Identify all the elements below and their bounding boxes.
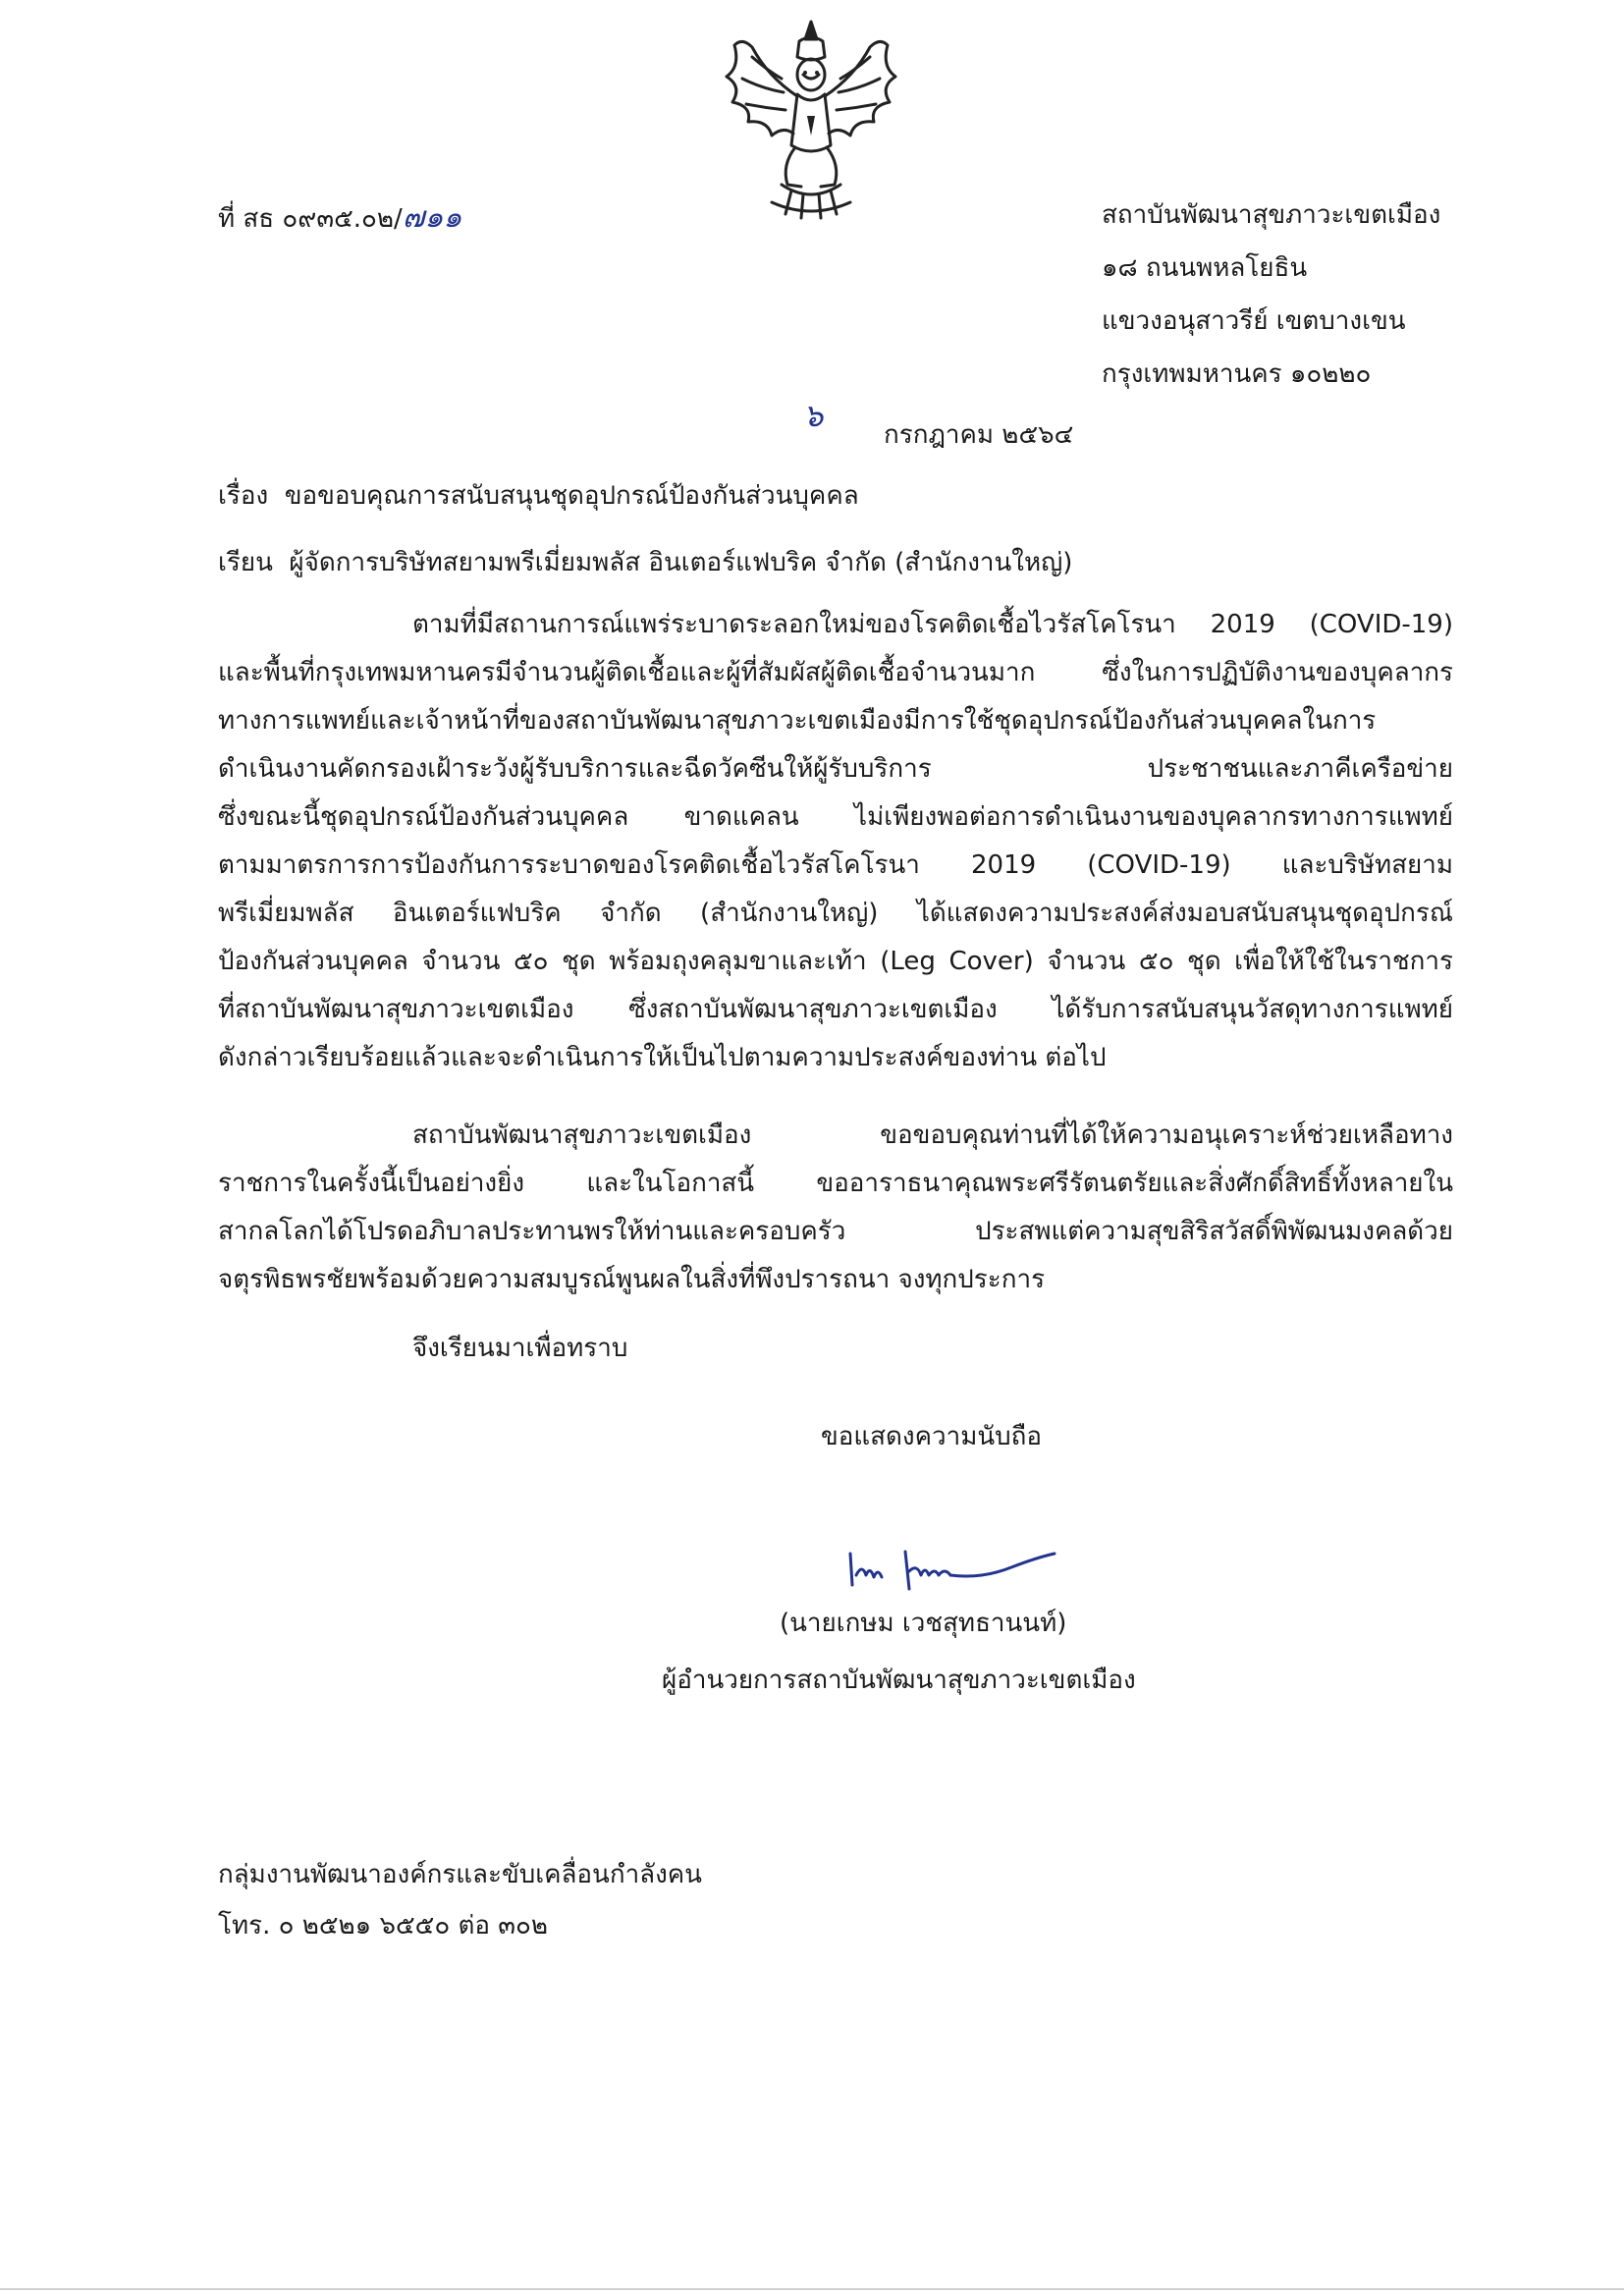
addressee-text: ผู้จัดการบริษัทสยามพรีเมี่ยมพลัส อินเตอร์แฟบริค จำกัด (สำนักงานใหญ่) (289, 548, 1073, 577)
phone-number: โทร. ๐ ๒๕๒๑ ๖๕๕๐ ต่อ ๓๐๒ (218, 1911, 548, 1941)
paragraph-1-line: ป้องกันส่วนบุคคล จำนวน ๕๐ ชุด พร้อมถุงคลุมขาและเท้า (Leg Cover) จำนวน ๕๐ ชุด เพื่อให้ใช้ในราชการ (218, 947, 1453, 976)
date-month-year: กรกฎาคม ๒๕๖๔ (884, 420, 1074, 450)
paragraph-1-line: ทางการแพทย์และเจ้าหน้าที่ของสถาบันพัฒนาสุขภาวะเขตเมืองมีการใช้ชุดอุปกรณ์ป้องกันส่วนบุคคลในการ (218, 706, 1377, 736)
paragraph-2-line: ราชการในครั้งนี้เป็นอย่างยิ่ง และในโอกาสนี้ ขออาราธนาคุณพระศรีรัตนตรัยและสิ่งศักดิ์สิทธิ์ทั้งหลายใน (218, 1169, 1453, 1198)
department-name: กลุ่มงานพัฒนาองค์กรและขับเคลื่อนกำลังคน (218, 1860, 702, 1889)
body-paragraph-2 (218, 1112, 1453, 1304)
signer-name: (นายเกษม เวชสุทธานนท์) (780, 1609, 1067, 1638)
regards-text: ขอแสดงความนับถือ (821, 1422, 1042, 1451)
sender-address-line-3: แขวงอนุสาวรีย์ เขตบางเขน (1102, 306, 1406, 336)
reference-label: ที่ สธ ๐๙๓๕.๐๒/ (218, 204, 403, 234)
paragraph-1-line: ดังกล่าวเรียบร้อยแล้วและจะดำเนินการให้เป็นไปตามความประสงค์ของท่าน ต่อไป (218, 1043, 1107, 1072)
reference-handwritten-number: ๗๑๑ (402, 200, 462, 235)
date-day-handwritten: ๖ (803, 397, 824, 434)
paragraph-2-line: สถาบันพัฒนาสุขภาวะเขตเมือง ขอขอบคุณท่านที่ได้ให้ความอนุเคราะห์ช่วยเหลือทาง (412, 1121, 1453, 1150)
addressee-label: เรียน (218, 548, 273, 577)
sender-address-line-4: กรุงเทพมหานคร ๑๐๒๒๐ (1102, 359, 1372, 389)
page-edge-line (0, 2288, 1624, 2290)
subject-label: เรื่อง (218, 481, 269, 511)
closing-text: จึงเรียนมาเพื่อทราบ (412, 1334, 628, 1363)
sender-address-line-2: ๑๘ ถนนพหลโยธิน (1102, 253, 1308, 283)
paragraph-2-line: จตุรพิธพรชัยพร้อมด้วยความสมบูรณ์พูนผลในสิ่งที่พึงปรารถนา จงทุกประการ (218, 1265, 1046, 1294)
paragraph-1-line: ดำเนินงานคัดกรองเฝ้าระวังผู้รับบริการและฉีดวัคซีนให้ผู้รับบริการ ประชาชนและภาคีเครือข่าย (218, 754, 1453, 784)
body-paragraph-1 (218, 601, 1453, 1082)
paragraph-1-line: ที่สถาบันพัฒนาสุขภาวะเขตเมือง ซึ่งสถาบันพัฒนาสุขภาวะเขตเมือง ได้รับการสนับสนุนวัสดุทางการแพทย์ (218, 995, 1453, 1024)
paragraph-1-line: พรีเมี่ยมพลัส อินเตอร์แฟบริค จำกัด (สำนักงานใหญ่) ได้แสดงความประสงค์ส่งมอบสนับสนุนชุดอุปกรณ์ (218, 899, 1453, 928)
sender-address-line-1: สถาบันพัฒนาสุขภาวะเขตเมือง (1102, 200, 1441, 230)
paragraph-2-line: สากลโลกได้โปรดอภิบาลประทานพรให้ท่านและครอบครัว ประสพแต่ความสุขสิริสวัสดิ์พิพัฒนมงคลด้วย (218, 1217, 1453, 1246)
garuda-emblem-icon (713, 18, 909, 224)
subject-text: ขอขอบคุณการสนับสนุนชุดอุปกรณ์ป้องกันส่วนบุคคล (284, 481, 859, 511)
paragraph-1-line: ซึ่งขณะนี้ชุดอุปกรณ์ป้องกันส่วนบุคคล ขาดแคลน ไม่เพียงพอต่อการดำเนินงานของบุคลากรทางการแพทย์ (218, 802, 1453, 832)
signer-position: ผู้อำนวยการสถาบันพัฒนาสุขภาวะเขตเมือง (662, 1666, 1136, 1695)
handwritten-signature (844, 1546, 1060, 1595)
paragraph-1-line: ตามที่มีสถานการณ์แพร่ระบาดระลอกใหม่ของโรคติดเชื้อไวรัสโคโรนา 2019 (COVID-19) (412, 610, 1453, 639)
paragraph-1-line: และพื้นที่กรุงเทพมหานครมีจำนวนผู้ติดเชื้อและผู้ที่สัมผัสผู้ติดเชื้อจำนวนมาก ซึ่งในการปฏิบัติงานของบุคลากร (218, 658, 1453, 687)
addressee-line (218, 542, 1072, 582)
paragraph-1-line: ตามมาตรการการป้องกันการระบาดของโรคติดเชื้อไวรัสโคโรนา 2019 (COVID-19) และบริษัทสยาม (218, 850, 1453, 880)
subject-line (218, 475, 859, 516)
reference-number (218, 194, 461, 241)
